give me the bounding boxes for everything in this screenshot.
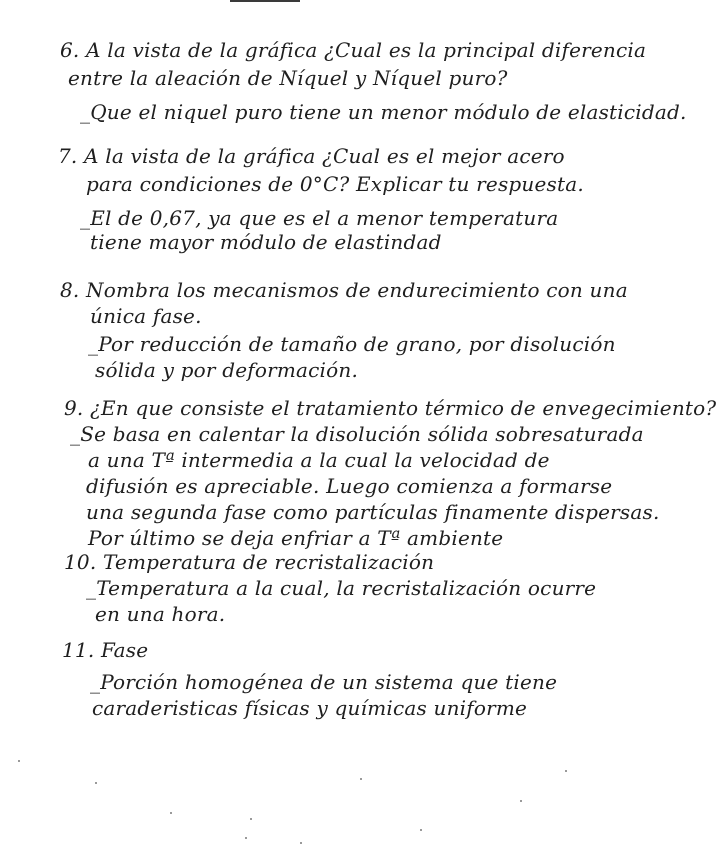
scan-speck [18,760,20,762]
answer-9-line-1: _Se basa en calentar la disolución sólida sobresaturada [70,422,644,446]
answer-6-line-1: _Que el niquel puro tiene un menor módulo de elasticidad. [80,100,687,124]
scan-speck [420,829,422,831]
scan-speck [300,842,302,844]
question-8-line-1: 8. Nombra los mecanismos de endurecimiento con una [60,278,628,302]
top-edge-mark [230,0,300,2]
answer-8-line-1: _Por reducción de tamaño de grano, por disolución [88,332,616,356]
answer-10-line-2: en una hora. [95,602,226,626]
question-9-line-1: 9. ¿En que consiste el tratamiento térmico de envegecimiento? [64,396,716,420]
question-11-line-1: 11. Fase [62,638,149,662]
answer-9-line-2: a una Tª intermedia a la cual la velocidad de [88,448,550,472]
answer-7-line-1: _El de 0,67, ya que es el a menor temperatura [80,206,559,230]
answer-9-line-4: una segunda fase como partículas finamente dispersas. [86,500,660,524]
answer-11-line-1: _Porción homogénea de un sistema que tiene [90,670,558,694]
scan-speck [245,837,247,839]
scan-speck [170,812,172,814]
answer-7-line-2: tiene mayor módulo de elastindad [90,230,442,254]
answer-8-line-2: sólida y por deformación. [95,358,359,382]
question-6-line-2: entre la aleación de Níquel y Níquel puro? [68,66,508,90]
answer-9-line-3: difusión es apreciable. Luego comienza a formarse [86,474,613,498]
question-7-line-1: 7. A la vista de la gráfica ¿Cual es el mejor acero [58,144,565,168]
question-6-line-1: 6. A la vista de la gráfica ¿Cual es la principal diferencia [60,38,647,62]
scan-speck [360,778,362,780]
answer-11-line-2: caraderisticas físicas y químicas uniforme [92,696,528,720]
answer-10-line-1: _Temperatura a la cual, la recristalización ocurre [86,576,597,600]
question-7-line-2: para condiciones de 0°C? Explicar tu respuesta. [86,172,584,196]
question-10-line-1: 10. Temperatura de recristalización [64,550,435,574]
scan-speck [95,782,97,784]
question-8-line-2: única fase. [90,304,202,328]
answer-9-line-5: Por último se deja enfriar a Tª ambiente [88,526,504,550]
scan-speck [565,770,567,772]
scan-speck [250,818,252,820]
scan-speck [520,800,522,802]
